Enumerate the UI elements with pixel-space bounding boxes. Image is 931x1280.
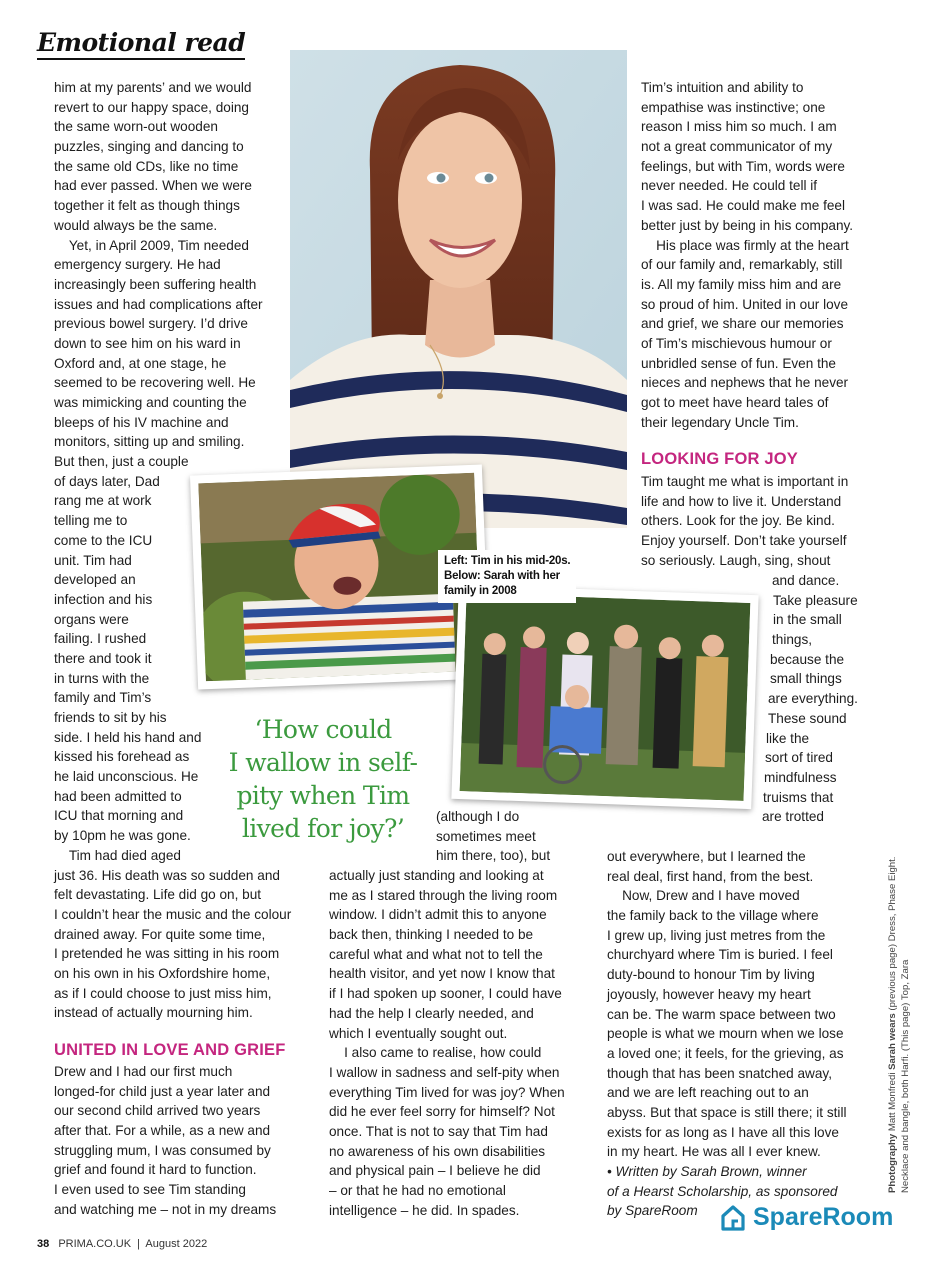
text-line: puzzles, singing and dancing to xyxy=(54,139,244,155)
text-line: as if I could choose to just miss him, xyxy=(54,985,272,1001)
text-line: never needed. He could tell if xyxy=(641,178,818,194)
text-line: actually just standing and looking at xyxy=(329,868,544,883)
column-3-top xyxy=(641,78,853,432)
text-line: felt devastating. Life did go on, but xyxy=(54,887,262,903)
text-line: if I had spoken up sooner, I could have xyxy=(329,986,562,1002)
text-line: rang me at work xyxy=(54,493,152,509)
spareroom-logo xyxy=(721,1203,893,1232)
text-line: after that. For a while, as a new and xyxy=(54,1123,271,1139)
quote-line: lived for joy?’ xyxy=(241,814,405,843)
text-line: drained away. For quite some time, xyxy=(54,926,266,942)
text-line: are everything. xyxy=(768,691,858,707)
house-icon xyxy=(721,1204,745,1232)
text-line: and grief, we share our memories xyxy=(641,316,844,332)
text-line: no awareness of his own disabilities xyxy=(329,1143,546,1159)
pull-quote xyxy=(212,713,434,845)
column-1-top xyxy=(54,78,291,1023)
text-line: sort of tired xyxy=(765,750,833,766)
text-line: life and how to live it. Understand xyxy=(641,493,842,509)
credits-line-1 xyxy=(886,857,899,1193)
text-line: of our family and, remarkably, still xyxy=(641,257,843,273)
text-line: did he ever feel sorry for himself? Not xyxy=(329,1104,555,1120)
text-line: previous bowel surgery. I’d drive xyxy=(54,316,248,332)
text-line: I couldn’t hear the music and the colour xyxy=(54,906,292,922)
byline-line: of a Hearst Scholarship, as sponsored xyxy=(607,1183,838,1199)
text-line: because the xyxy=(770,651,845,667)
text-line: of Tim’s mischievous humour or xyxy=(641,335,832,351)
text-line: and physical pain – I believe he did xyxy=(329,1163,541,1179)
caption-line: Left: Tim in his mid-20s. xyxy=(444,555,571,567)
text-line: he laid unconscious. He xyxy=(54,769,199,785)
text-line: health visitor, and yet now I know that xyxy=(329,966,555,982)
text-line: like the xyxy=(766,730,810,746)
text-line: small things xyxy=(770,671,842,687)
column-3-joy xyxy=(641,472,848,570)
column-1-bottom xyxy=(54,1062,276,1220)
text-line: me as I stared through the living room xyxy=(329,887,558,903)
text-line: the family back to the village where xyxy=(607,908,819,924)
text-line: kissed his forehead as xyxy=(54,749,190,765)
text-line: down to see him on his ward in xyxy=(54,335,241,351)
text-line: in my heart. He was all I ever knew. xyxy=(607,1144,821,1160)
text-line: unit. Tim had xyxy=(54,552,132,568)
text-line: the same old CDs, like no time xyxy=(54,158,239,174)
text-line: are trotted xyxy=(762,809,824,825)
text-line: of days later, Dad xyxy=(54,473,160,489)
text-line: increasingly been suffering health xyxy=(54,276,257,292)
column-2-top xyxy=(436,807,550,866)
text-line: him at my parents’ and we would xyxy=(54,80,252,95)
text-line: bleeps of his IV machine and xyxy=(54,414,229,430)
text-line: Tim had died aged xyxy=(54,847,181,863)
text-line: These sound xyxy=(768,710,847,726)
issue-date: August 2022 xyxy=(145,1238,208,1250)
text-line: nieces and nephews that he never xyxy=(641,375,849,391)
text-line: had ever passed. When we were xyxy=(54,178,252,194)
text-line: exists for as long as I have all this love xyxy=(607,1124,839,1140)
text-line: would always be the same. xyxy=(54,217,218,233)
quote-line: ‘How could xyxy=(254,715,392,744)
text-line: had been admitted to xyxy=(54,788,182,804)
credits-label: Sarah wears xyxy=(887,1013,898,1070)
text-line: intelligence – he did. In spades. xyxy=(329,1202,520,1218)
byline-line: by SpareRoom xyxy=(607,1203,698,1219)
text-line: by 10pm he was gone. xyxy=(54,828,191,844)
text-line: our second child arrived two years xyxy=(54,1103,261,1119)
text-line: in the small xyxy=(773,612,842,628)
text-line: on his own in his Oxfordshire home, xyxy=(54,965,271,981)
text-line: better just by being in his company. xyxy=(641,217,854,233)
quote-line: I wallow in self- xyxy=(228,748,418,777)
text-line: failing. I rushed xyxy=(54,631,147,647)
text-line: Take pleasure xyxy=(773,592,858,608)
text-line: abyss. But that space is still there; it still xyxy=(607,1104,847,1120)
text-line: together it felt as though things xyxy=(54,198,240,214)
text-line: issues and had complications after xyxy=(54,296,263,312)
quote-line: pity when Tim xyxy=(236,781,410,810)
column-3-bottom xyxy=(607,847,847,1221)
text-line: joyously, however heavy my heart xyxy=(607,986,811,1002)
text-line: developed an xyxy=(54,572,136,588)
text-line: revert to our happy space, doing xyxy=(54,99,249,115)
photo-caption xyxy=(438,550,576,603)
text-line: Now, Drew and I have moved xyxy=(607,888,800,904)
text-line: careful what and what not to tell the xyxy=(329,946,543,962)
text-line: everything Tim lived for was joy? When xyxy=(329,1084,565,1100)
text-line: empathise was instinctive; one xyxy=(641,99,826,115)
text-line: Yet, in April 2009, Tim needed xyxy=(54,237,249,253)
byline-line: • Written by Sarah Brown, winner xyxy=(607,1164,807,1179)
text-line: which I eventually sought out. xyxy=(329,1025,508,1041)
text-line: reason I miss him so much. I am xyxy=(641,119,837,135)
text-line: organs were xyxy=(54,611,129,627)
text-line: struggling mum, I was consumed by xyxy=(54,1142,271,1158)
text-line: sometimes meet xyxy=(436,828,536,844)
text-line: people is what we mourn when we lose xyxy=(607,1026,844,1042)
text-line: instead of actually mourning him. xyxy=(54,1005,253,1021)
text-line: friends to sit by his xyxy=(54,710,167,725)
text-line: though that has been snatched away, xyxy=(607,1065,832,1081)
text-line: can be. The warm space between two xyxy=(607,1006,836,1022)
text-line: there and took it xyxy=(54,650,152,666)
column-2 xyxy=(329,866,565,1220)
site-name: PRIMA.CO.UK xyxy=(58,1238,132,1250)
text-line: grief and found it hard to function. xyxy=(54,1162,257,1178)
text-line: was mimicking and counting the xyxy=(54,395,247,410)
footer-separator: | xyxy=(137,1238,140,1250)
text-line: Drew and I had our first much xyxy=(54,1064,233,1079)
photo-credits xyxy=(886,857,912,1193)
brand-name: SpareRoom xyxy=(753,1203,894,1231)
text-line: I even used to see Tim standing xyxy=(54,1182,246,1198)
text-line: emergency surgery. He had xyxy=(54,257,221,273)
text-line: their legendary Uncle Tim. xyxy=(641,414,799,430)
text-line: so seriously. Laugh, sing, shout xyxy=(641,552,831,568)
text-line: in turns with the xyxy=(54,670,150,686)
text-line: come to the ICU xyxy=(54,532,153,548)
caption-line: Below: Sarah with her xyxy=(444,570,560,582)
text-line: mindfulness xyxy=(764,769,837,785)
text-line: churchyard where Tim is buried. I feel xyxy=(607,947,833,963)
credits-text: (previous page) Dress, Phase Eight. xyxy=(887,856,898,1014)
text-line: back then, thinking I needed to be xyxy=(329,927,534,943)
text-line: real deal, first hand, from the best. xyxy=(607,868,814,884)
credits-line-2: Necklace and bangle, both Harfi. (This page) Top, Zara xyxy=(900,959,911,1193)
text-line: feelings, but with Tim, words were xyxy=(641,158,845,174)
text-line: I grew up, living just metres from the xyxy=(607,927,826,943)
section-kicker: Emotional read xyxy=(37,28,245,60)
credits-text: Matt Monfredi xyxy=(887,1069,898,1134)
text-line: side. I held his hand and xyxy=(54,729,202,745)
text-line: I pretended he was sitting in his room xyxy=(54,946,280,962)
text-line: telling me to xyxy=(54,513,128,529)
text-line: (although I do xyxy=(436,809,520,824)
text-line: and dance. xyxy=(772,573,840,588)
caption-line: family in 2008 xyxy=(444,585,517,597)
text-line: longed-for child just a year later and xyxy=(54,1083,271,1099)
text-line: had the help I clearly needed, and xyxy=(329,1005,534,1021)
text-line: a loved one; it feels, for the grieving, as xyxy=(607,1045,844,1061)
text-line: duty-bound to honour Tim by living xyxy=(607,967,815,983)
text-line: I also came to realise, how could xyxy=(329,1045,542,1061)
heading-looking-for-joy: LOOKING FOR JOY xyxy=(641,450,799,468)
text-line: Tim taught me what is important in xyxy=(641,474,849,489)
text-line: so proud of him. United in our love xyxy=(641,296,849,312)
text-line: monitors, sitting up and smiling. xyxy=(54,434,245,450)
text-line: Enjoy yourself. Don’t take yourself xyxy=(641,533,847,549)
text-line: and we are left reaching out to an xyxy=(607,1085,809,1101)
credits-label: Photography xyxy=(887,1133,898,1193)
page-number: 38 xyxy=(37,1238,50,1250)
text-line: others. Look for the joy. Be kind. xyxy=(641,513,835,529)
text-line: not a great communicator of my xyxy=(641,139,833,155)
family-photo xyxy=(451,585,758,809)
text-line: ICU that morning and xyxy=(54,808,184,824)
text-line: But then, just a couple xyxy=(54,454,189,470)
text-line: truisms that xyxy=(763,789,834,805)
text-line: His place was firmly at the heart xyxy=(641,237,849,253)
text-line: him there, too), but xyxy=(436,848,551,864)
text-line: and watching me – not in my dreams xyxy=(54,1201,277,1217)
text-line: I wallow in sadness and self-pity when xyxy=(329,1064,560,1080)
text-line: got to meet have heard tales of xyxy=(641,395,829,410)
text-line: once. That is not to say that Tim had xyxy=(329,1123,548,1139)
text-line: just 36. His death was so sudden and xyxy=(54,867,280,883)
text-line: – or that he had no emotional xyxy=(329,1183,506,1198)
text-line: family and Tim’s xyxy=(54,690,152,706)
text-line: unbridled sense of fun. Even the xyxy=(641,355,836,371)
text-line: is. All my family miss him and are xyxy=(641,276,842,292)
text-line: things, xyxy=(772,632,813,648)
text-line: window. I didn’t admit this to anyone xyxy=(329,907,547,923)
text-line: infection and his xyxy=(54,591,153,607)
page-footer xyxy=(37,1238,207,1250)
text-line: the same worn-out wooden xyxy=(54,119,218,135)
text-line: out everywhere, but I learned the xyxy=(607,849,806,864)
heading-united-in-love: UNITED IN LOVE AND GRIEF xyxy=(54,1041,286,1059)
column-3-narrow xyxy=(762,571,858,827)
text-line: Tim’s intuition and ability to xyxy=(641,80,804,95)
portrait-photo xyxy=(290,50,627,528)
text-line: Oxford and, at one stage, he xyxy=(54,355,227,371)
text-line: I was sad. He could make me feel xyxy=(641,198,845,214)
text-line: seemed to be recovering well. He xyxy=(54,375,256,391)
